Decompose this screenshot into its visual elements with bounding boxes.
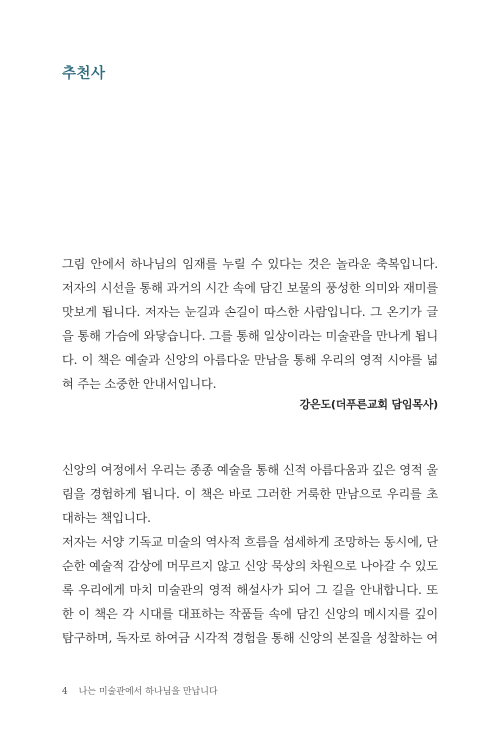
page-number: 4 xyxy=(62,687,68,697)
text-line: 대하는 책입니다. xyxy=(62,511,151,525)
text-line: 을 통해 가슴에 와닿습니다. 그를 통해 일상이라는 미술관을 만나게 됩니 xyxy=(62,329,438,343)
text-line: 림을 경험하게 됩니다. 이 책은 바로 그러한 거룩한 만남으로 우리를 초 xyxy=(62,487,438,501)
text-line: 그림 안에서 하나님의 임재를 누릴 수 있다는 것은 놀라운 축복입니다. xyxy=(62,257,438,271)
text-line: 신앙의 여정에서 우리는 종종 예술을 통해 신적 아름다움과 깊은 영적 울 xyxy=(62,463,438,477)
recommendation-2-paragraph-2 xyxy=(62,530,438,650)
recommendation-1-author: 강은도(더푸른교회 담임목사) xyxy=(299,398,438,411)
text-line: 록 우리에게 마치 미술관의 영적 해설사가 되어 그 길을 안내합니다. 또 xyxy=(62,583,438,597)
recommendation-1-paragraph xyxy=(62,252,438,396)
page-footer xyxy=(62,684,218,697)
text-line: 다. 이 책은 예술과 신앙의 아름다운 만남을 통해 우리의 영적 시야를 넓 xyxy=(62,353,438,367)
section-title: 추천사 xyxy=(62,66,106,82)
text-line: 맛보게 됩니다. 저자는 눈길과 손길이 따스한 사람입니다. 그 온기가 글 xyxy=(62,305,438,319)
text-line: 혀 주는 소중한 안내서입니다. xyxy=(62,377,217,391)
running-title: 나는 미술관에서 하나님을 만납니다 xyxy=(78,687,218,697)
recommendation-2-paragraph-1 xyxy=(62,458,438,530)
text-line: 저자의 시선을 통해 과거의 시간 속에 담긴 보물의 풍성한 의미와 재미를 xyxy=(62,281,438,295)
text-line: 한 이 책은 각 시대를 대표하는 작품들 속에 담긴 신앙의 메시지를 깊이 xyxy=(62,607,438,621)
text-line: 탐구하며, 독자로 하여금 시각적 경험을 통해 신앙의 본질을 성찰하는 여 xyxy=(62,631,438,645)
text-line: 저자는 서양 기독교 미술의 역사적 흐름을 섬세하게 조망하는 동시에, 단 xyxy=(62,535,438,549)
recommendation-2-body xyxy=(62,458,438,650)
recommendation-1-body xyxy=(62,252,438,396)
text-line: 순한 예술적 감상에 머무르지 않고 신앙 묵상의 차원으로 나아갈 수 있도 xyxy=(62,559,438,573)
